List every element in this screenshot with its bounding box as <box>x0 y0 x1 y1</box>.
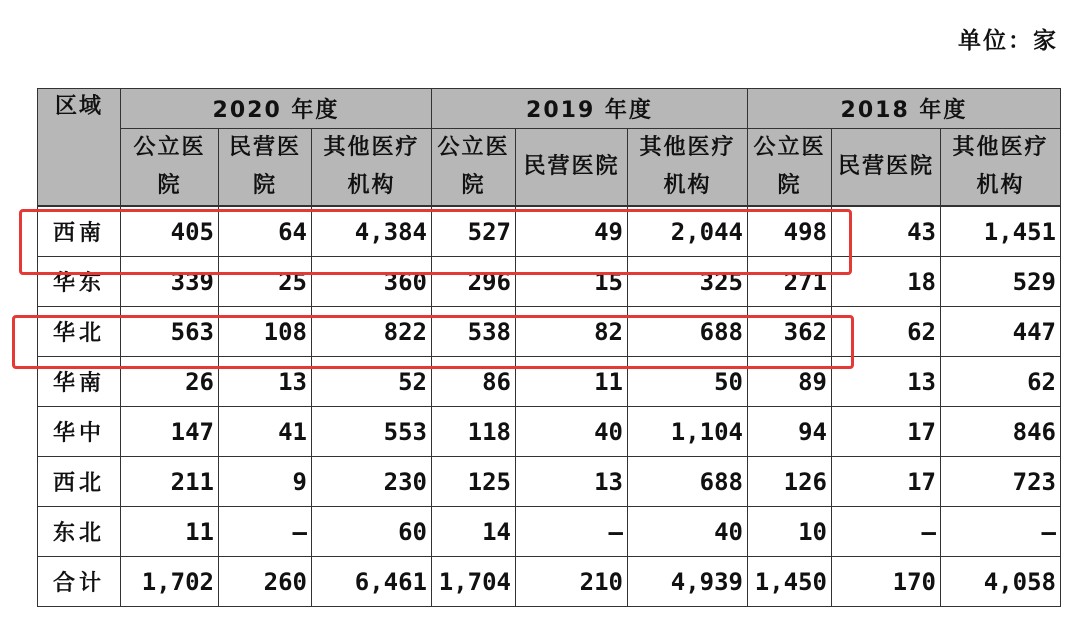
value-cell: 125 <box>432 457 516 507</box>
value-cell: 13 <box>219 357 312 407</box>
value-cell: 17 <box>832 457 941 507</box>
value-cell: 170 <box>832 557 941 607</box>
value-cell: 822 <box>312 307 432 357</box>
value-cell: 40 <box>628 507 748 557</box>
table-body <box>38 206 1061 607</box>
value-cell: 11 <box>516 357 628 407</box>
value-cell: 26 <box>121 357 219 407</box>
table-row <box>38 257 1061 307</box>
header-other-institution: 其他医疗机构 <box>312 129 432 207</box>
value-cell: 10 <box>748 507 832 557</box>
value-cell: 17 <box>832 407 941 457</box>
value-cell: 25 <box>219 257 312 307</box>
value-cell: 50 <box>628 357 748 407</box>
value-cell: 1,702 <box>121 557 219 607</box>
region-cell: 西北 <box>38 457 121 507</box>
value-cell: 325 <box>628 257 748 307</box>
header-region: 区域 <box>38 89 121 207</box>
value-cell: 447 <box>941 307 1061 357</box>
value-cell: 211 <box>121 457 219 507</box>
value-cell: 210 <box>516 557 628 607</box>
value-cell: 405 <box>121 206 219 257</box>
value-cell: 15 <box>516 257 628 307</box>
value-cell: 230 <box>312 457 432 507</box>
value-cell: 43 <box>832 206 941 257</box>
region-cell: 华北 <box>38 307 121 357</box>
unit-label: 单位：家 <box>958 28 1058 54</box>
value-cell: 271 <box>748 257 832 307</box>
table-row <box>38 457 1061 507</box>
value-cell: 62 <box>832 307 941 357</box>
table-row <box>38 206 1061 257</box>
region-cell: 西南 <box>38 206 121 257</box>
value-cell: 62 <box>941 357 1061 407</box>
value-cell: 688 <box>628 307 748 357</box>
value-cell: 94 <box>748 407 832 457</box>
value-cell: 498 <box>748 206 832 257</box>
header-year-2020: 2020 年度 <box>121 89 432 129</box>
value-cell: 1,451 <box>941 206 1061 257</box>
value-cell: 86 <box>432 357 516 407</box>
value-cell: 296 <box>432 257 516 307</box>
value-cell: 82 <box>516 307 628 357</box>
header-public-hospital: 公立医院 <box>748 129 832 207</box>
value-cell: 846 <box>941 407 1061 457</box>
header-private-hospital: 民营医院 <box>516 129 628 207</box>
region-cell: 合计 <box>38 557 121 607</box>
value-cell: 18 <box>832 257 941 307</box>
value-cell: – <box>219 507 312 557</box>
value-cell: 529 <box>941 257 1061 307</box>
table-row <box>38 357 1061 407</box>
value-cell: 4,058 <box>941 557 1061 607</box>
header-public-hospital: 公立医院 <box>432 129 516 207</box>
table-row <box>38 507 1061 557</box>
value-cell: 11 <box>121 507 219 557</box>
header-other-institution: 其他医疗机构 <box>941 129 1061 207</box>
value-cell: 60 <box>312 507 432 557</box>
value-cell: 688 <box>628 457 748 507</box>
value-cell: 6,461 <box>312 557 432 607</box>
value-cell: 108 <box>219 307 312 357</box>
value-cell: 339 <box>121 257 219 307</box>
value-cell: 360 <box>312 257 432 307</box>
value-cell: 527 <box>432 206 516 257</box>
value-cell: 40 <box>516 407 628 457</box>
region-cell: 华东 <box>38 257 121 307</box>
value-cell: 1,450 <box>748 557 832 607</box>
value-cell: – <box>516 507 628 557</box>
value-cell: 1,104 <box>628 407 748 457</box>
value-cell: 563 <box>121 307 219 357</box>
value-cell: 52 <box>312 357 432 407</box>
value-cell: 362 <box>748 307 832 357</box>
value-cell: 9 <box>219 457 312 507</box>
header-year-2018: 2018 年度 <box>748 89 1061 129</box>
value-cell: 49 <box>516 206 628 257</box>
region-cell: 华南 <box>38 357 121 407</box>
value-cell: 260 <box>219 557 312 607</box>
hospital-count-table <box>37 88 1061 607</box>
header-other-institution: 其他医疗机构 <box>628 129 748 207</box>
value-cell: – <box>941 507 1061 557</box>
value-cell: 14 <box>432 507 516 557</box>
value-cell: 126 <box>748 457 832 507</box>
value-cell: 13 <box>832 357 941 407</box>
value-cell: – <box>832 507 941 557</box>
region-cell: 华中 <box>38 407 121 457</box>
value-cell: 41 <box>219 407 312 457</box>
table-row <box>38 557 1061 607</box>
header-public-hospital: 公立医院 <box>121 129 219 207</box>
value-cell: 1,704 <box>432 557 516 607</box>
value-cell: 89 <box>748 357 832 407</box>
header-private-hospital: 民营医院 <box>832 129 941 207</box>
value-cell: 553 <box>312 407 432 457</box>
value-cell: 118 <box>432 407 516 457</box>
table-row <box>38 407 1061 457</box>
table-row <box>38 307 1061 357</box>
value-cell: 2,044 <box>628 206 748 257</box>
header-year-2019: 2019 年度 <box>432 89 748 129</box>
value-cell: 64 <box>219 206 312 257</box>
value-cell: 538 <box>432 307 516 357</box>
value-cell: 4,939 <box>628 557 748 607</box>
region-cell: 东北 <box>38 507 121 557</box>
value-cell: 4,384 <box>312 206 432 257</box>
header-private-hospital: 民营医院 <box>219 129 312 207</box>
value-cell: 13 <box>516 457 628 507</box>
value-cell: 147 <box>121 407 219 457</box>
value-cell: 723 <box>941 457 1061 507</box>
